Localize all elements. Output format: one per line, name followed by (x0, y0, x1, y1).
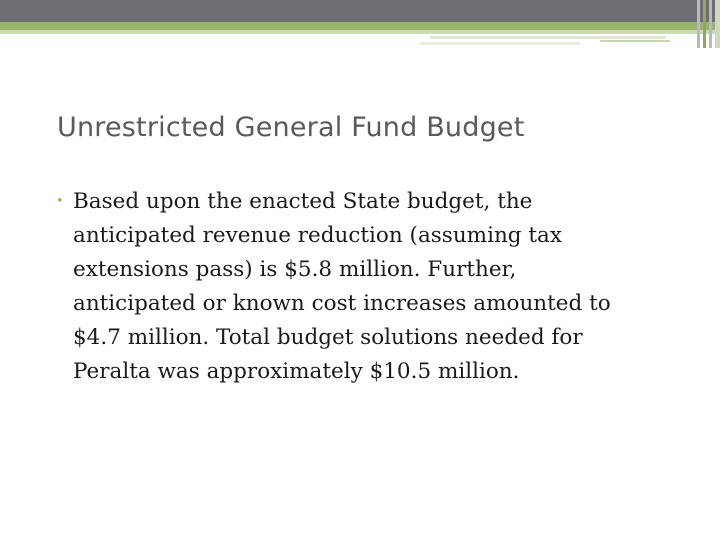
decorative-stripe (697, 0, 700, 48)
slide-title: Unrestricted General Fund Budget (57, 112, 525, 143)
decorative-stripe (703, 0, 706, 48)
decorative-line (600, 40, 670, 42)
accent-band-light (0, 30, 720, 34)
slide-body (56, 185, 696, 389)
decorative-stripe (709, 0, 712, 48)
decorative-line (430, 36, 666, 39)
decorative-line (420, 42, 580, 45)
bullet-item (56, 185, 696, 389)
accent-band (0, 22, 720, 30)
top-band (0, 0, 720, 22)
bullet-marker: • (56, 194, 64, 209)
decorative-stripe (715, 0, 720, 48)
bullet-text: Based upon the enacted State budget, the anticipated revenue reduction (assuming tax extensions pass) is $5.8 million. Further, anticipated or known cost increases amounted to $4.7 million. Total budget solutions needed for Peralta was approximately $10.5 million. (73, 189, 611, 384)
